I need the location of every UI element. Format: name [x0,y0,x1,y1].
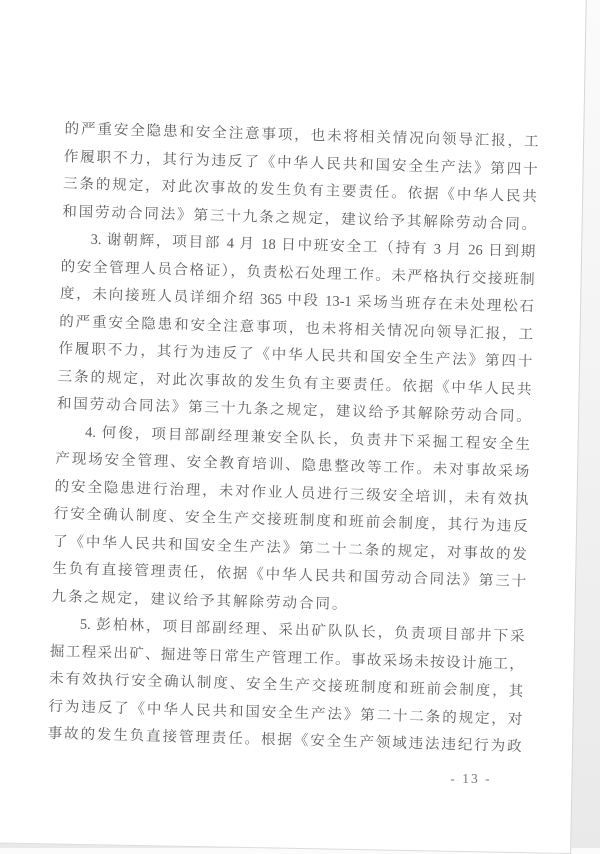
text-line: 掘工程采出矿、掘进等日常生产管理工作。事故采场未按设计施工， [49,643,525,673]
document-body [47,116,538,761]
text-line: 行为违反了《中华人民共和国安全生产法》第二十二条的规定，对 [48,698,523,728]
text-line: 度，未向接班人员详细介绍 365 中段 13-1 采场当班存在未处理松石 [59,285,535,316]
text-line: 的安全管理人员合格证），负责松石处理工作。未严格执行交接班制 [60,258,535,288]
text-line: 和国劳动合同法》第三十九条之规定，建议给予其解除劳动合同。 [56,395,531,426]
text-line: 和国劳动合同法》第三十九条之规定，建议给予其解除劳动合同。 [62,203,537,233]
text-line: 九条之规定，建议给予其解除劳动合同。 [51,588,349,613]
text-line: 作履职不力，其行为违反了《中华人民共和国安全生产法》第四十 [58,340,533,371]
text-line: 的严重安全隐患和安全注意事项，也未将相关情况向领导汇报，工 [59,313,534,343]
text-line: 行安全确认制度、安全生产交接班制度和班前会制度，其行为违反 [53,505,528,536]
text-line: 4. 何俊，项目部副经理兼安全队长，负责井下采掘工程安全生 [84,424,531,453]
text-line: 了《中华人民共和国安全生产法》第二十二条的规定，对事故的发 [52,533,528,563]
text-line: 三条的规定，对此次事故的发生负有主要责任。依据《中华人民共 [62,175,538,206]
text-line: 的安全隐患进行治理，未对作业人员进行三级安全培训，未有效执 [54,478,529,508]
text-line: 生负有直接管理责任，依据《中华人民共和国劳动合同法》第三十 [52,560,527,591]
text-line: 事故的发生负直接管理责任。根据《安全生产领域违法违纪行为政 [47,725,522,755]
text-line: 3. 谢朝辉，项目部 4 月 18 日中班安全工（持有 3 月 26 日到期 [90,231,536,261]
page-number: - 13 - [450,771,492,786]
text-line: 5. 彭柏林，项目部副经理、采出矿队队长，负责项目部井下采 [79,616,525,646]
text-line: 产现场安全管理、安全教育培训、隐患整改等工作。未对事故采场 [55,450,530,481]
text-line: 作履职不力，其行为违反了《中华人民共和国安全生产法》第四十 [63,148,538,178]
text-line: 未有效执行安全确认制度、安全生产交接班制度和班前会制度，其 [49,670,524,701]
text-line: 三条的规定，对此次事故的发生负有主要责任。依据《中华人民共 [57,368,532,398]
text-line: 的严重安全隐患和安全注意事项，也未将相关情况向领导汇报，工 [64,120,539,151]
